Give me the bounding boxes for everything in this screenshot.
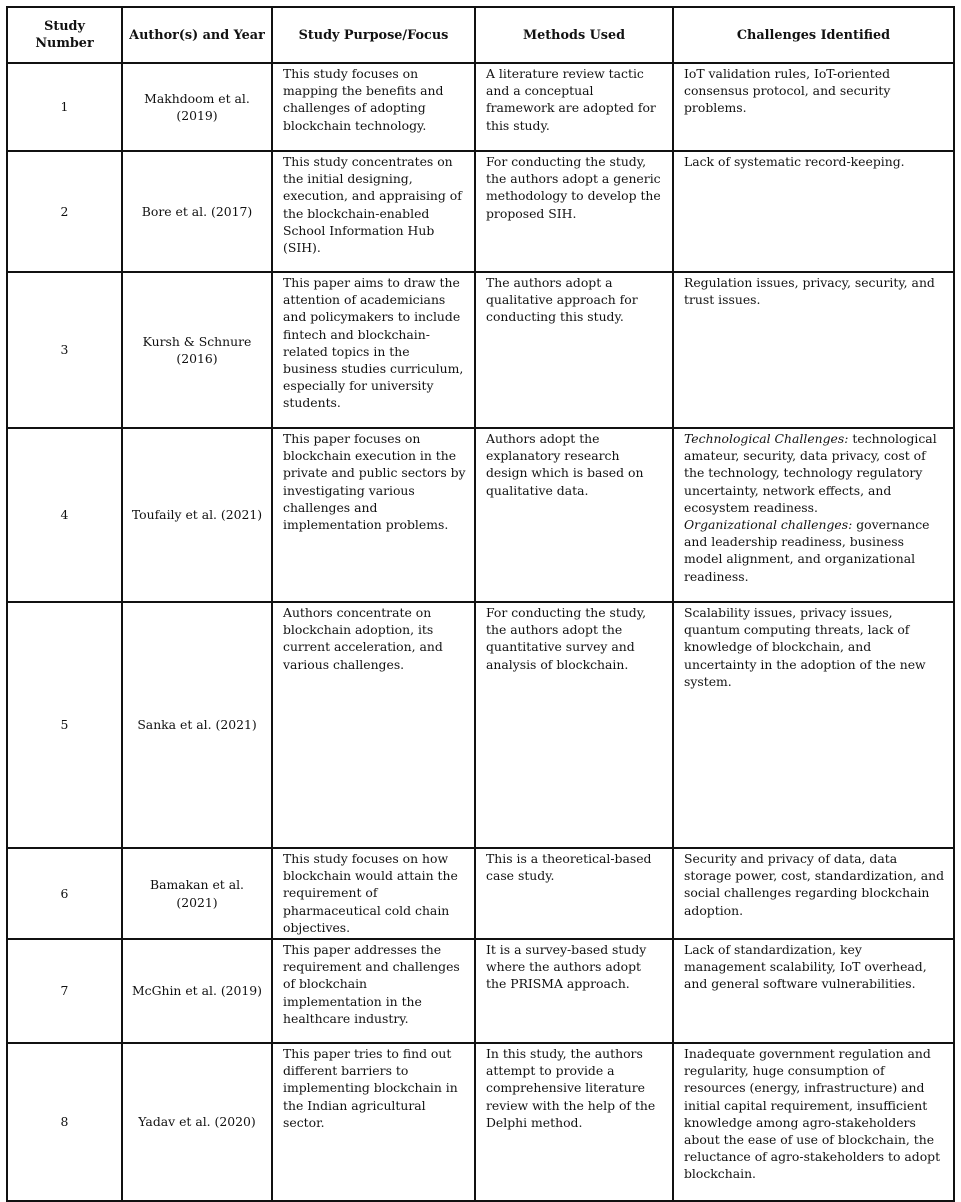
table-row bbox=[7, 272, 954, 428]
author-year-cell: Makhdoom et al. (2019) bbox=[122, 63, 272, 151]
challenges-cell bbox=[673, 428, 954, 602]
author-year-cell: Kursh & Schnure (2016) bbox=[122, 272, 272, 428]
methods-used-cell: The authors adopt a qualitative approach for conducting this study. bbox=[475, 272, 673, 428]
challenge-group bbox=[684, 274, 945, 308]
study-number-cell: 4 bbox=[7, 428, 122, 602]
challenges-cell bbox=[673, 939, 954, 1043]
study-number-cell: 1 bbox=[7, 63, 122, 151]
challenge-group bbox=[684, 604, 945, 690]
table-row bbox=[7, 151, 954, 272]
study-purpose-cell: This study focuses on how blockchain would attain the requirement of pharmaceutical cold chain objectives. bbox=[272, 848, 475, 939]
challenges-cell bbox=[673, 1043, 954, 1201]
challenge-text: Lack of standardization, key management scalability, IoT overhead, and general software vulnerabilities. bbox=[684, 942, 927, 992]
study-purpose-cell: This paper focuses on blockchain execution in the private and public sectors by investigating various challenges and implementation problems. bbox=[272, 428, 475, 602]
table-row bbox=[7, 428, 954, 602]
author-year-cell: Bore et al. (2017) bbox=[122, 151, 272, 272]
challenge-text: Security and privacy of data, data storage power, cost, standardization, and social challenges regarding blockchain adoption. bbox=[684, 851, 945, 918]
author-year-cell: Yadav et al. (2020) bbox=[122, 1043, 272, 1201]
header-study-number: Study Number bbox=[7, 7, 122, 63]
methods-used-cell: For conducting the study, the authors adopt the quantitative survey and analysis of blockchain. bbox=[475, 602, 673, 848]
challenges-cell bbox=[673, 272, 954, 428]
table-row bbox=[7, 939, 954, 1043]
challenge-text: technological amateur, security, data privacy, cost of the technology, technology regulatory uncertainty, network effects, and ecosystem readiness. bbox=[684, 431, 937, 515]
study-number-cell: 3 bbox=[7, 272, 122, 428]
challenge-text: Lack of systematic record-keeping. bbox=[684, 154, 905, 169]
author-year-cell: McGhin et al. (2019) bbox=[122, 939, 272, 1043]
header-study-purpose: Study Purpose/Focus bbox=[272, 7, 475, 63]
table-row bbox=[7, 1043, 954, 1201]
study-purpose-cell: This paper addresses the requirement and challenges of blockchain implementation in the healthcare industry. bbox=[272, 939, 475, 1043]
challenge-category-label: Technological Challenges: bbox=[684, 431, 849, 446]
author-year-cell: Bamakan et al. (2021) bbox=[122, 848, 272, 939]
table-row bbox=[7, 848, 954, 939]
challenges-cell bbox=[673, 602, 954, 848]
methods-used-cell: In this study, the authors attempt to provide a comprehensive literature review with the help of the Delphi method. bbox=[475, 1043, 673, 1201]
challenge-group bbox=[684, 153, 945, 170]
challenge-text: governance and leadership readiness, business model alignment, and organizational readiness. bbox=[684, 517, 930, 584]
study-number-cell: 5 bbox=[7, 602, 122, 848]
study-purpose-cell: This paper tries to find out different barriers to implementing blockchain in the Indian agricultural sector. bbox=[272, 1043, 475, 1201]
challenges-cell bbox=[673, 151, 954, 272]
author-year-cell: Toufaily et al. (2021) bbox=[122, 428, 272, 602]
header-row bbox=[7, 7, 954, 63]
table-row bbox=[7, 602, 954, 848]
challenges-cell bbox=[673, 63, 954, 151]
study-number-cell: 7 bbox=[7, 939, 122, 1043]
challenge-category-label: Organizational challenges: bbox=[684, 517, 853, 533]
header-methods-used: Methods Used bbox=[475, 7, 673, 63]
study-purpose-cell: This paper aims to draw the attention of academicians and policymakers to include fintech and blockchain-related topics in the business studies curriculum, especially for university students. bbox=[272, 272, 475, 428]
challenge-group bbox=[684, 65, 945, 117]
study-number-cell: 6 bbox=[7, 848, 122, 939]
methods-used-cell: For conducting the study, the authors adopt a generic methodology to develop the proposed SIH. bbox=[475, 151, 673, 272]
study-purpose-cell: This study focuses on mapping the benefits and challenges of adopting blockchain technology. bbox=[272, 63, 475, 151]
challenge-group bbox=[684, 516, 945, 585]
challenge-group bbox=[684, 430, 945, 516]
methods-used-cell: Authors adopt the explanatory research design which is based on qualitative data. bbox=[475, 428, 673, 602]
challenges-cell bbox=[673, 848, 954, 939]
study-number-cell: 8 bbox=[7, 1043, 122, 1201]
methods-used-cell: This is a theoretical-based case study. bbox=[475, 848, 673, 939]
challenge-group bbox=[684, 1045, 945, 1183]
header-author-year: Author(s) and Year bbox=[122, 7, 272, 63]
study-purpose-cell: Authors concentrate on blockchain adoption, its current acceleration, and various challenges. bbox=[272, 602, 475, 848]
header-challenges-identified: Challenges Identified bbox=[673, 7, 954, 63]
challenge-group bbox=[684, 941, 945, 993]
study-purpose-cell: This study concentrates on the initial designing, execution, and appraising of the blockchain-enabled School Information Hub (SIH). bbox=[272, 151, 475, 272]
author-year-cell: Sanka et al. (2021) bbox=[122, 602, 272, 848]
table-row bbox=[7, 63, 954, 151]
literature-review-table bbox=[6, 6, 955, 1202]
challenge-text: Scalability issues, privacy issues, quantum computing threats, lack of knowledge of blockchain, and uncertainty in the adoption of the new system. bbox=[684, 605, 926, 689]
challenge-text: IoT validation rules, IoT-oriented consensus protocol, and security problems. bbox=[684, 66, 891, 116]
study-number-cell: 2 bbox=[7, 151, 122, 272]
challenge-text: Regulation issues, privacy, security, and trust issues. bbox=[684, 275, 935, 308]
methods-used-cell: It is a survey-based study where the authors adopt the PRISMA approach. bbox=[475, 939, 673, 1043]
challenge-text: Inadequate government regulation and regularity, huge consumption of resources (energy, infrastructure) and initial capital requirement, insufficient knowledge among agro-stakeholders about the ease of use of blockchain, the reluctance of agro-stakeholders to adopt blockchain. bbox=[684, 1046, 941, 1182]
methods-used-cell: A literature review tactic and a conceptual framework are adopted for this study. bbox=[475, 63, 673, 151]
challenge-group bbox=[684, 850, 945, 919]
